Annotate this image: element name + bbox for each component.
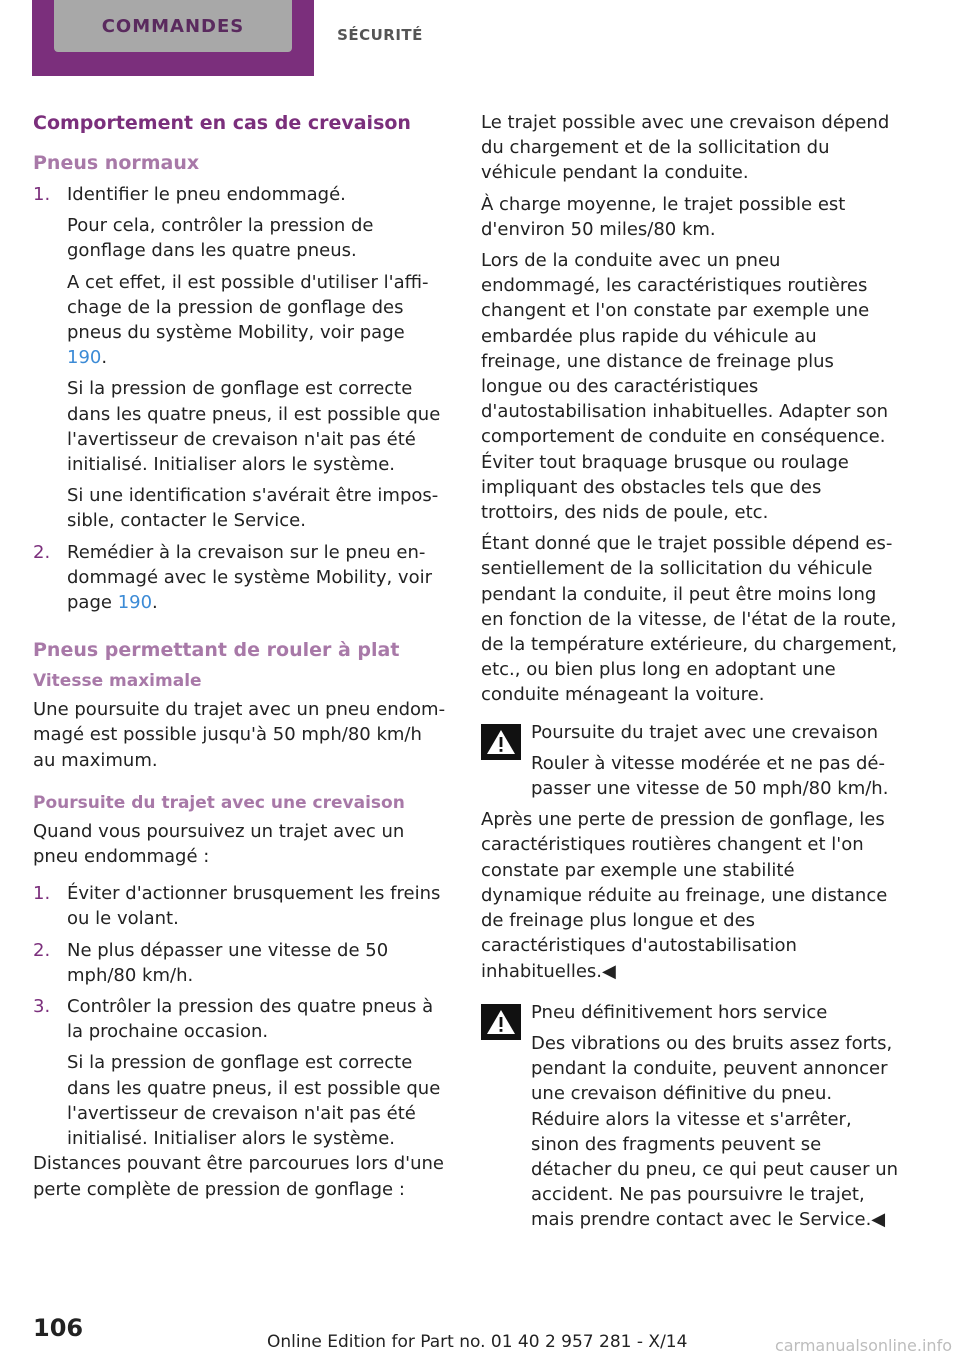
- heading-max-speed: Vitesse maximale: [33, 671, 202, 692]
- edition-note: Online Edition for Part no. 01 40 2 957 281 - X/14: [267, 1332, 688, 1352]
- warning-text: Des vibrations ou des bruits assez forts, pendant la conduite, peuvent annoncer une crevaison définitive du pneu. Réduire alors la vitesse et s'arrêter, sinon des fragments peuvent se détacher du pneu, ce qui peut causer un accident. Ne pas poursuivre le trajet, mais prendre contact avec le Service.◀: [531, 1032, 899, 1231]
- step-text: Si la pression de gonflage est correcte dans les quatre pneus, il est possible que l'avertisseur de crevaison n'ait pas été initialisé. Initialiser alors le système.: [67, 378, 441, 476]
- heading-runflat: Pneus permettant de rouler à plat: [33, 639, 400, 662]
- warning-text: Après une perte de pression de gonflage, les caractéristiques routières changent et l'on constate par exemple une stabilité dynamique réduite au freinage, une distance de freinage plus longue et des caractéristiques d'autostabilisation inhabituelles.◀: [481, 809, 888, 982]
- continue-steps-list: [33, 881, 448, 1151]
- step-text: Remédier à la crevaison sur le pneu endommagé avec le système Mobility, voir page 190.: [67, 541, 432, 614]
- list-item: [33, 182, 448, 534]
- step-text: Éviter d'actionner brusquement les freins ou le volant.: [67, 883, 441, 930]
- warning-icon: [481, 724, 521, 760]
- paragraph: Lors de la conduite avec un pneu endommagé, les caractéristiques routières changent et l'on constate par exemple une embardée plus rapide du véhicule au freinage, une distance de freinage plus longue ou des caractéristiques d'autostabilisation inhabituelles. Adapter son comportement de conduite en conséquence. Éviter tout braquage brusque ou roulage impliquant des obstacles tels que des trottoirs, des nids de poule, etc.: [481, 250, 889, 524]
- list-number: 2.: [33, 541, 51, 563]
- page-number: 106: [33, 1314, 84, 1342]
- warning-title: Pneu définitivement hors service: [531, 1001, 828, 1023]
- step-text: Ne plus dépasser une vitesse de 50 mph/80 km/h.: [67, 939, 389, 986]
- tab-commandes[interactable]: [32, 0, 314, 76]
- step-text-part: A cet effet, il est possible d'utiliser l'affichage de la pression de gonflage des pneus du système Mobility, voir page: [67, 271, 429, 344]
- heading-continue: Poursuite du trajet avec une crevaison: [33, 792, 405, 813]
- list-item: [33, 540, 448, 616]
- page-link[interactable]: 190: [67, 347, 102, 369]
- header-tabs: [0, 0, 960, 78]
- paragraph: Le trajet possible avec une crevaison dépend du chargement et de la sollicitation du véhicule pendant la conduite.: [481, 112, 890, 184]
- step-text: Identifier le pneu endommagé.: [67, 184, 346, 205]
- step-text: A cet effet, il est possible d'utiliser l'affichage de la pression de gonflage des pneus du système Mobility, voir page 190.: [67, 271, 429, 369]
- list-number: 1.: [33, 883, 51, 905]
- step-text: Pour cela, contrôler la pression de gonflage dans les quatre pneus.: [67, 215, 374, 262]
- step-text-part: Remédier à la crevaison sur le pneu endommagé avec le système Mobility, voir page: [67, 541, 432, 614]
- paragraph: Étant donné que le trajet possible dépend essentiellement de la sollicitation du véhicule pendant la conduite, il peut être moins long en fonction de la vitesse, de l'état de la route, de la température extérieure, du chargement, etc., ou bien plus long en adoptant une conduite ménageant la voiture.: [481, 533, 898, 706]
- section-title: Comportement en cas de crevaison: [33, 112, 411, 134]
- paragraph: À charge moyenne, le trajet possible est d'environ 50 miles/80 km.: [481, 193, 846, 240]
- list-number: 1.: [33, 184, 51, 205]
- right-column: [481, 110, 899, 1239]
- step-text: Si une identification s'avérait être impossible, contacter le Service.: [67, 485, 439, 532]
- heading-normal-tires: Pneus normaux: [33, 152, 200, 174]
- watermark: carmanualsonline.info: [774, 1336, 952, 1355]
- normal-steps-list: [33, 182, 448, 615]
- speed-text: Une poursuite du trajet avec un pneu endommagé est possible jusqu'à 50 mph/80 km/h au maximum.: [33, 699, 446, 771]
- list-item: [33, 938, 448, 988]
- step-text: Contrôler la pression des quatre pneus à la prochaine occasion.: [67, 996, 434, 1043]
- list-number: 2.: [33, 939, 51, 961]
- list-item: [33, 881, 448, 931]
- distances-text: Distances pouvant être parcourues lors d'une perte complète de pression de gonflage :: [33, 1153, 444, 1200]
- tab-securite[interactable]: SÉCURITÉ: [337, 26, 423, 44]
- step-text: Si la pression de gonflage est correcte dans les quatre pneus, il est possible que l'avertisseur de crevaison n'ait pas été initialisé. Initialiser alors le système.: [67, 1052, 441, 1150]
- warning-text: Rouler à vitesse modérée et ne pas dépasser une vitesse de 50 mph/80 km/h.: [531, 752, 889, 800]
- page-link[interactable]: 190: [117, 592, 153, 614]
- warning-block: [481, 720, 899, 984]
- continue-intro: Quand vous poursuivez un trajet avec un pneu endommagé :: [33, 820, 405, 868]
- left-column: [33, 110, 448, 1208]
- warning-icon: [481, 1004, 521, 1040]
- warning-title: Poursuite du trajet avec une crevaison: [531, 721, 879, 743]
- warning-block: [481, 1000, 899, 1233]
- list-item: [33, 994, 448, 1151]
- list-number: 3.: [33, 996, 51, 1018]
- tab-commandes-label: COMMANDES: [54, 0, 292, 52]
